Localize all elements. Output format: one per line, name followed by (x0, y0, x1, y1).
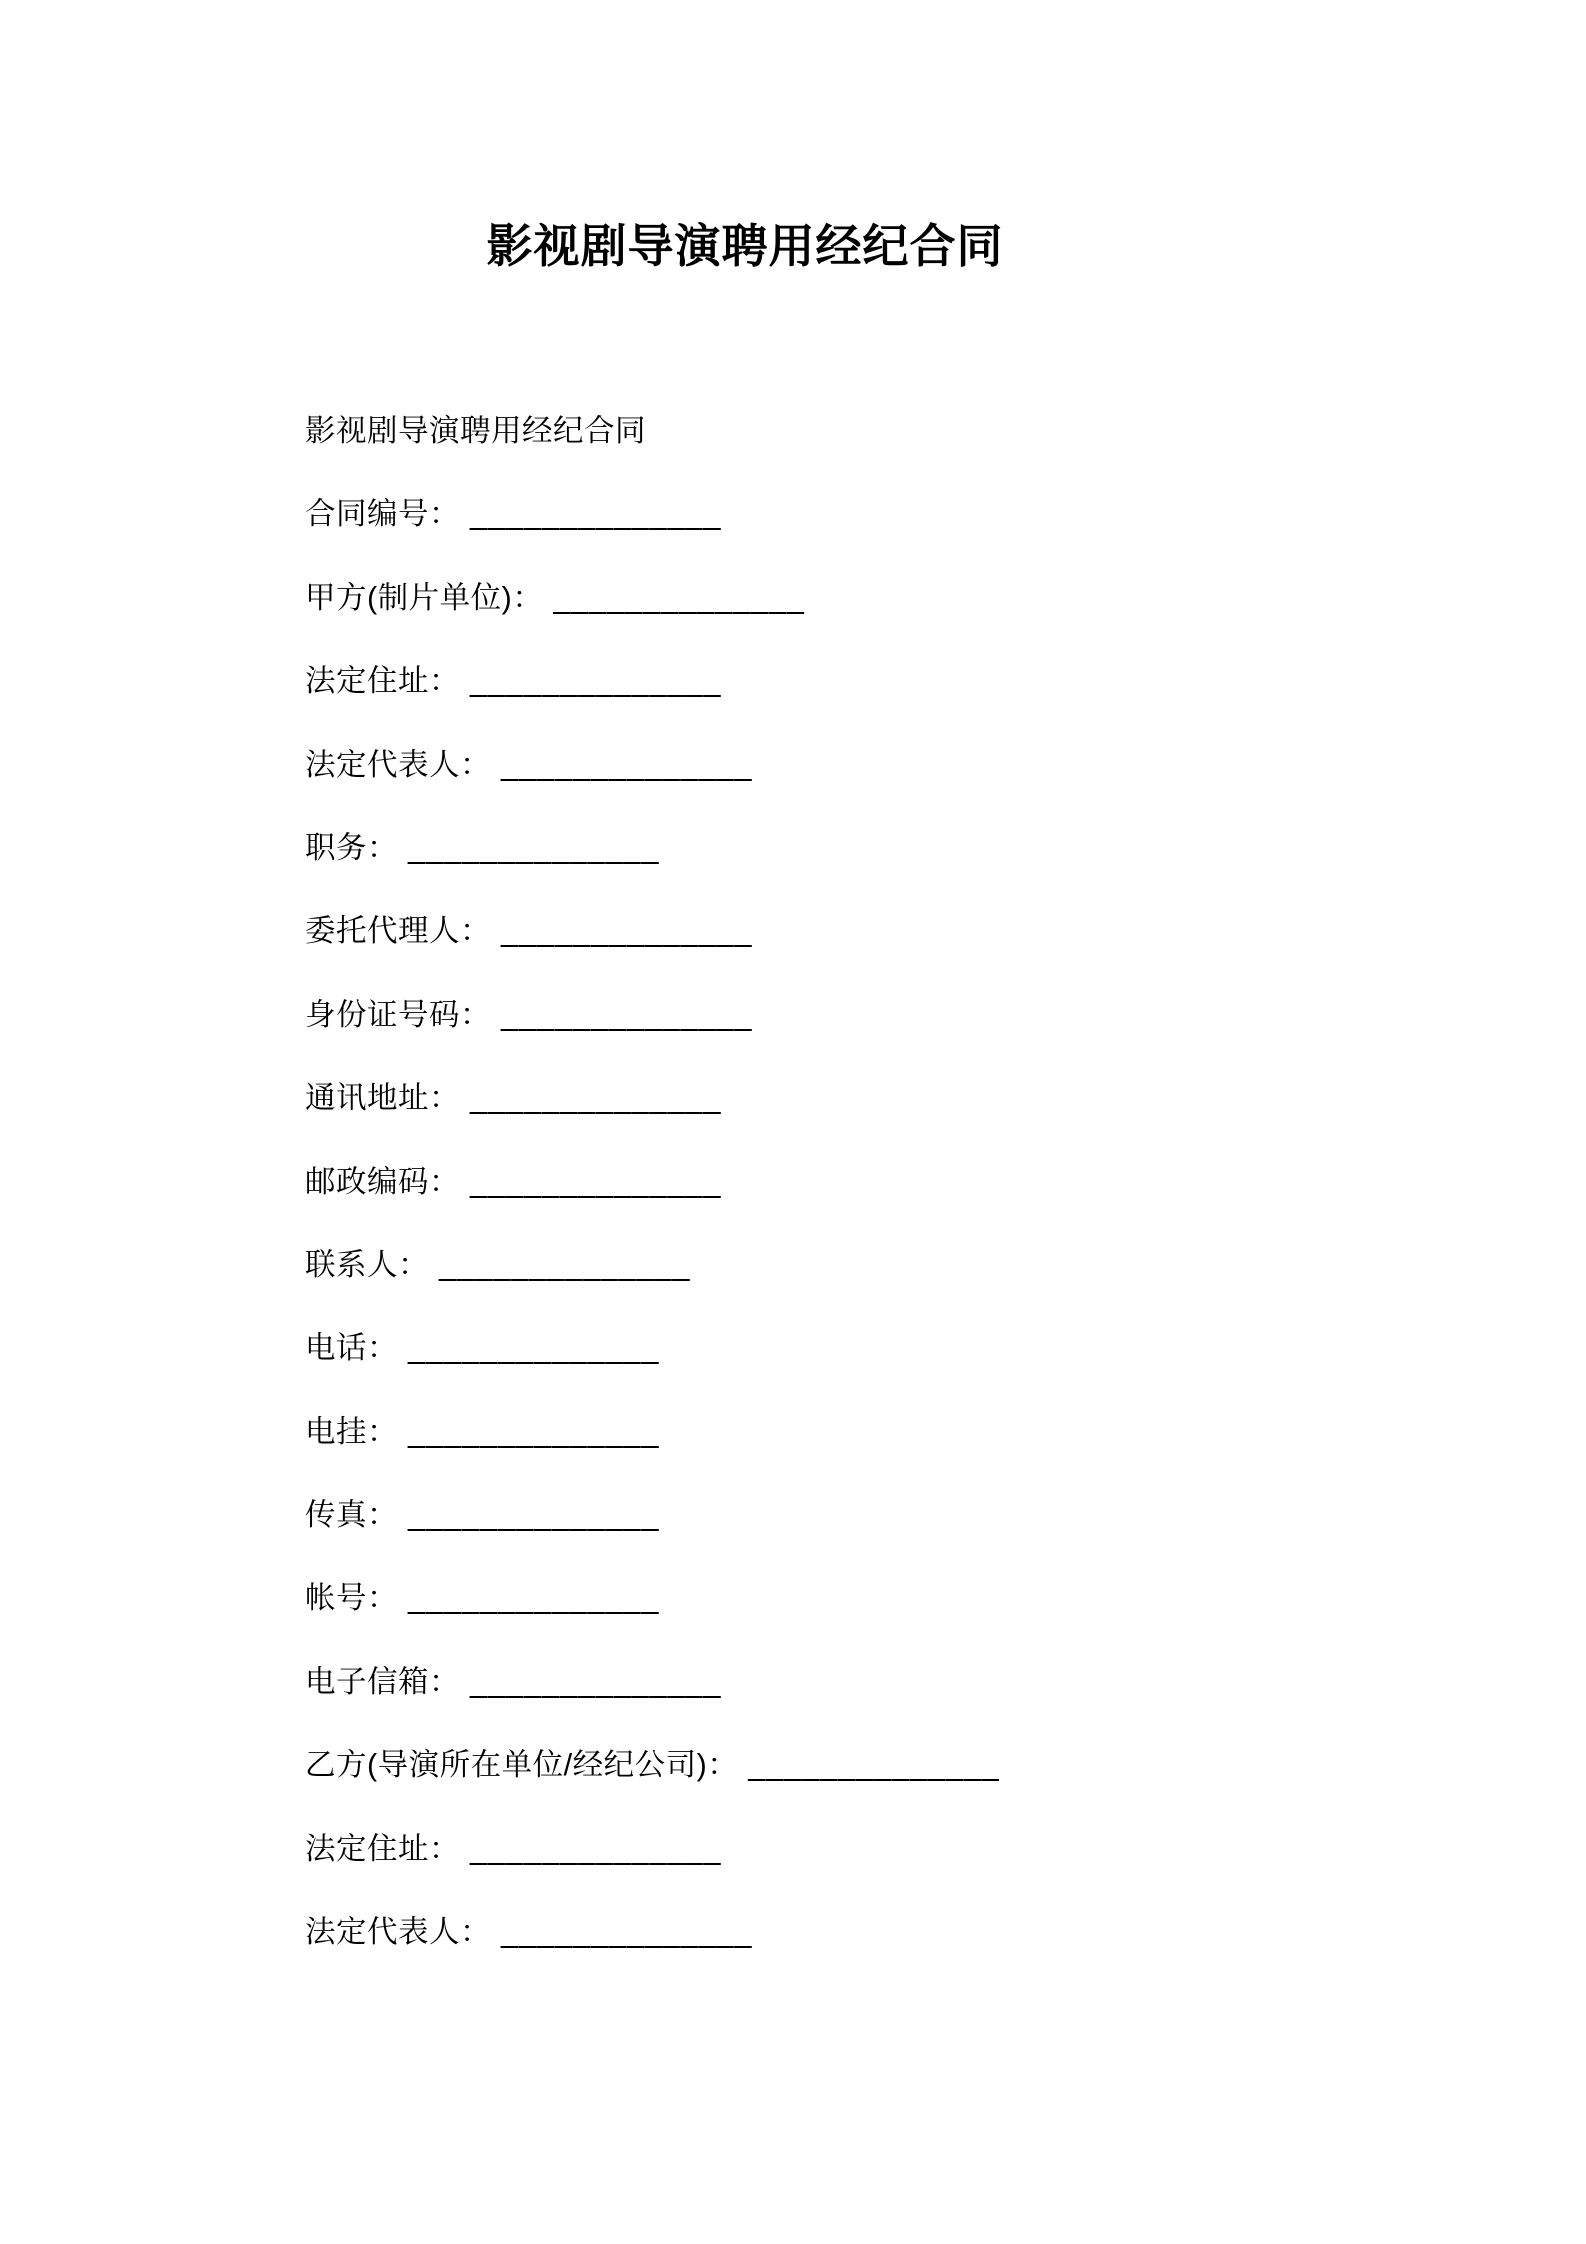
document-title: 影视剧导演聘用经纪合同 (486, 220, 1004, 272)
field-label: 职务： (305, 830, 398, 865)
fill-in-blank: ______________ (408, 1581, 660, 1616)
fill-in-blank: ______________ (408, 1331, 660, 1366)
fill-in-blank: ______________ (470, 664, 722, 699)
field-label: 法定代表人： (305, 1915, 491, 1950)
field-label: 帐号： (305, 1581, 398, 1616)
fill-in-blank: ______________ (470, 1831, 722, 1866)
fill-in-blank: ______________ (408, 1498, 660, 1533)
form-line (305, 1307, 1405, 1390)
field-label: 法定住址： (305, 664, 460, 699)
fill-in-blank: ______________ (470, 1664, 722, 1699)
form-line (305, 974, 1405, 1057)
form-line (305, 390, 1405, 473)
fill-in-blank: ______________ (501, 747, 753, 782)
form-line (305, 1224, 1405, 1307)
form-line (305, 807, 1405, 890)
fill-in-blank: ______________ (748, 1748, 1000, 1783)
fill-in-blank: ______________ (501, 914, 753, 949)
fill-in-blank: ______________ (408, 1414, 660, 1449)
form-line (305, 724, 1405, 807)
field-label: 身份证号码： (305, 997, 491, 1032)
form-line (305, 1557, 1405, 1640)
fill-in-blank: ______________ (501, 997, 753, 1032)
form-line (305, 1474, 1405, 1557)
field-label: 通讯地址： (305, 1081, 460, 1116)
fill-in-blank: ______________ (470, 497, 722, 532)
field-label: 法定代表人： (305, 747, 491, 782)
document-body (305, 390, 1405, 1974)
field-label: 委托代理人： (305, 914, 491, 949)
fill-in-blank: ______________ (553, 580, 805, 615)
form-line (305, 473, 1405, 556)
fill-in-blank: ______________ (408, 830, 660, 865)
fill-in-blank: ______________ (470, 1164, 722, 1199)
fill-in-blank: ______________ (501, 1915, 753, 1950)
form-line (305, 1808, 1405, 1891)
field-label: 传真： (305, 1498, 398, 1533)
field-label: 影视剧导演聘用经纪合同 (305, 414, 646, 448)
fill-in-blank: ______________ (470, 1081, 722, 1116)
form-line (305, 1141, 1405, 1224)
field-label: 电子信箱： (305, 1664, 460, 1699)
form-line (305, 640, 1405, 723)
form-line (305, 557, 1405, 640)
field-label: 邮政编码： (305, 1164, 460, 1199)
field-label: 联系人： (305, 1247, 429, 1282)
form-line (305, 1724, 1405, 1807)
form-line (305, 1891, 1405, 1974)
field-label: 电挂： (305, 1414, 398, 1449)
form-line (305, 890, 1405, 973)
field-label: 乙方(导演所在单位/经纪公司)： (305, 1748, 739, 1783)
form-line (305, 1391, 1405, 1474)
fill-in-blank: ______________ (439, 1247, 691, 1282)
form-line (305, 1641, 1405, 1724)
field-label: 电话： (305, 1331, 398, 1366)
field-label: 合同编号： (305, 497, 460, 532)
form-line (305, 1057, 1405, 1140)
field-label: 甲方(制片单位)： (305, 580, 544, 615)
field-label: 法定住址： (305, 1831, 460, 1866)
